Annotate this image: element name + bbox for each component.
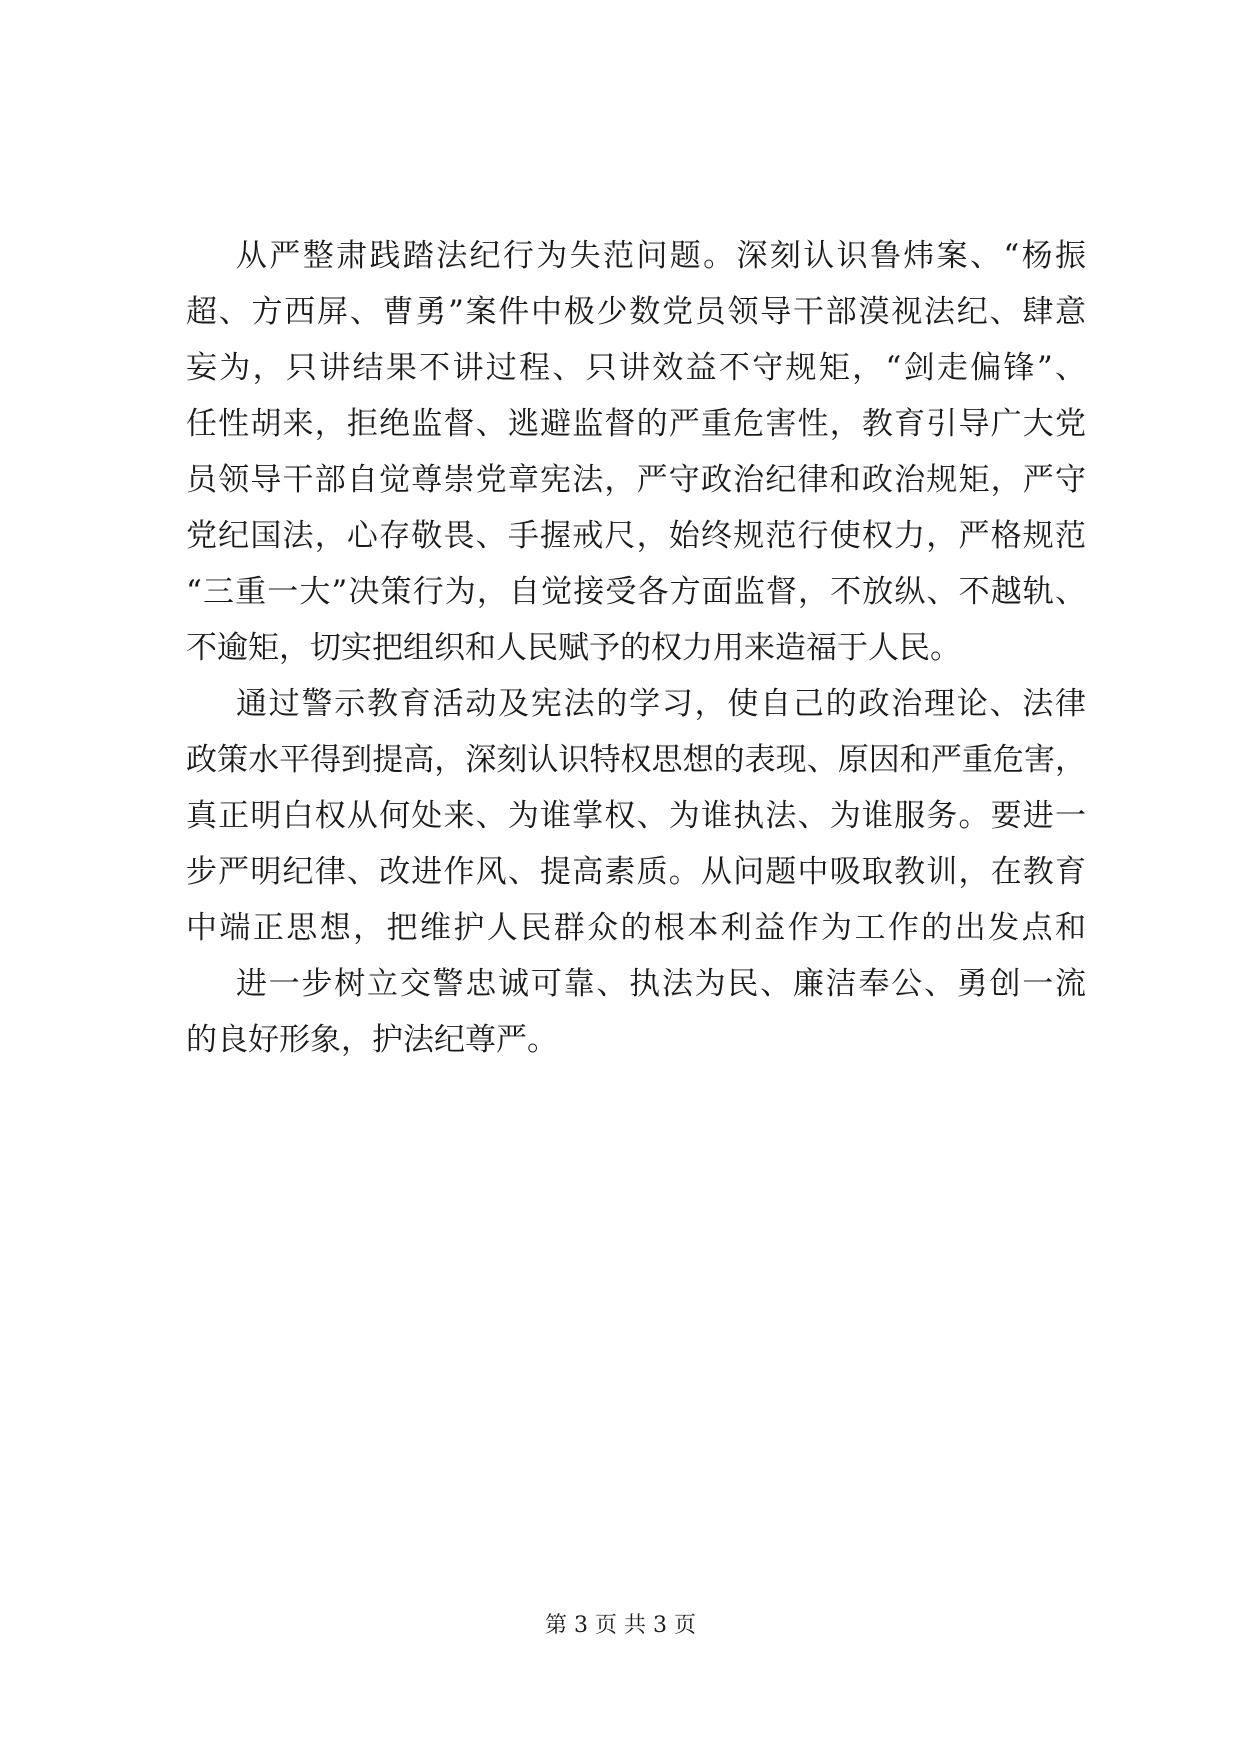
paragraph-1-line-5: 员领导干部自觉尊崇党章宪法，严守政治纪律和政治规矩，严守 xyxy=(186,462,1086,498)
paragraph-2-line-1: 通过警示教育活动及宪法的学习，使自己的政治理论、法律 xyxy=(236,686,1086,722)
paragraph-2-line-3: 真正明白权从何处来、为谁掌权、为谁执法、为谁服务。要进一 xyxy=(186,798,1086,834)
paragraph-1-line-1: 从严整肃践踏法纪行为失范问题。深刻认识鲁炜案、“杨振 xyxy=(236,238,1086,274)
paragraph-3-line-2: 的良好形象，护法纪尊严。 xyxy=(186,1022,558,1058)
paragraph-3-line-1: 进一步树立交警忠诚可靠、执法为民、廉洁奉公、勇创一流 xyxy=(236,966,1086,1002)
paragraph-2-line-5: 中端正思想，把维护人民群众的根本利益作为工作的出发点和 xyxy=(186,910,1086,946)
paragraph-2-line-4: 步严明纪律、改进作风、提高素质。从问题中吸取教训，在教育 xyxy=(186,854,1086,890)
paragraph-1-line-8: 不逾矩，切实把组织和人民赋予的权力用来造福于人民。 xyxy=(186,630,961,666)
page-number-footer: 第 3 页 共 3 页 xyxy=(545,1613,696,1638)
paragraph-1-line-2: 超、方西屏、曹勇”案件中极少数党员领导干部漠视法纪、肆意 xyxy=(186,294,1086,330)
paragraph-2-line-2: 政策水平得到提高，深刻认识特权思想的表现、原因和严重危害， xyxy=(186,742,1086,778)
paragraph-1-line-3: 妄为，只讲结果不讲过程、只讲效益不守规矩，“剑走偏锋”、 xyxy=(186,350,1086,386)
paragraph-1-line-7: “三重一大”决策行为，自觉接受各方面监督，不放纵、不越轨、 xyxy=(186,574,1086,610)
paragraph-1-line-6: 党纪国法，心存敬畏、手握戒尺，始终规范行使权力，严格规范 xyxy=(186,518,1086,554)
paragraph-1-line-4: 任性胡来，拒绝监督、逃避监督的严重危害性，教育引导广大党 xyxy=(186,406,1086,442)
